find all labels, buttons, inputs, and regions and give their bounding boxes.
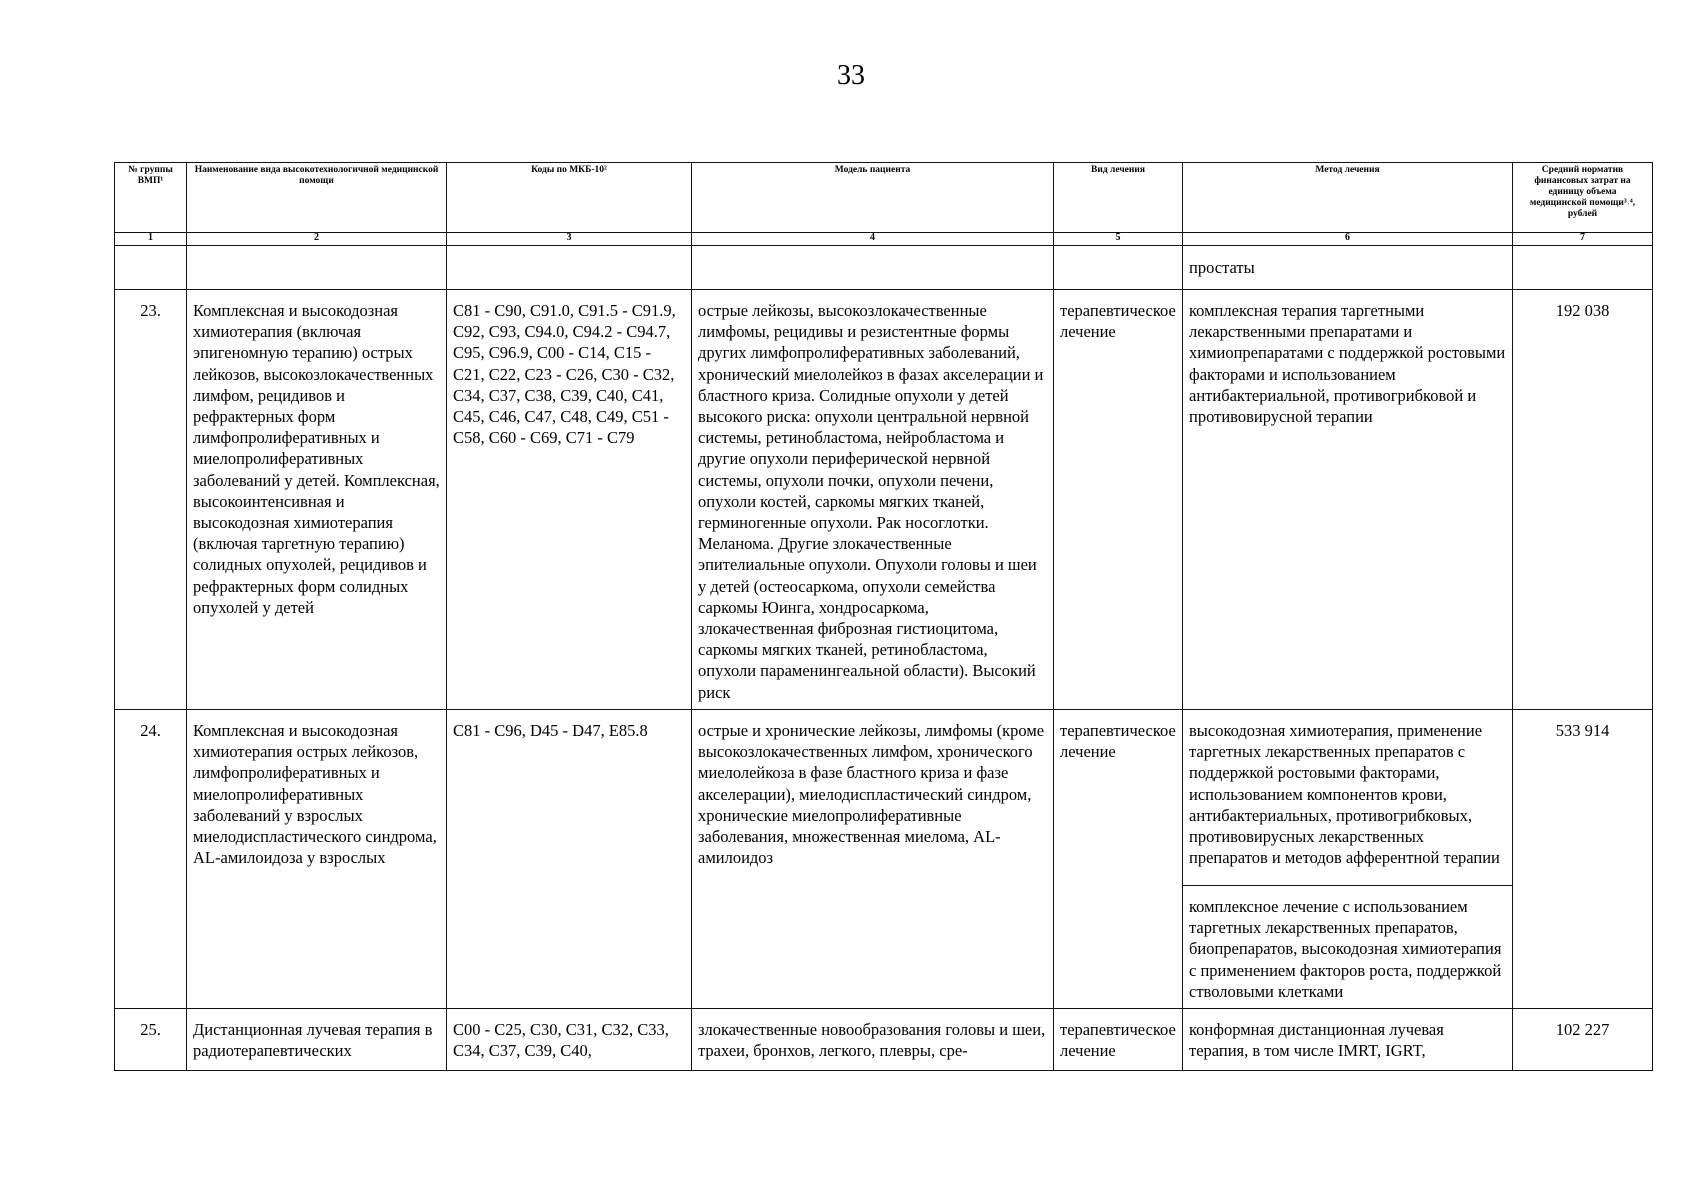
header-care-type: Наименование вида высокотехнологичной медицинской помощи (187, 163, 447, 233)
table-cell (1513, 246, 1653, 290)
patient-model: острые лейкозы, высокозлокачественные лимфомы, рецидивы и резистентные формы других лимфопролиферативных заболеваний, хронический миелолейкоз в фазах акселерации и бластного криза. Солидные опухоли у детей высокого риска: опухоли центральной нервной системы, ретинобластома, нейробластома и другие опухоли периферической нервной системы, опухоли почки, опухоли печени, опухоли костей, саркомы мягких тканей, герминогенные опухоли. Рак носоглотки. Меланома. Другие злокачественные эпителиальные опухоли. Опухоли головы и шеи у детей (остеосаркома, опухоли семейства саркомы Юинга, хондросаркома, злокачественная фиброзная гистиоцитома, саркомы мягких тканей, ретинобластома, опухоли параменингеальной области). Высокий риск (692, 290, 1054, 710)
cost-norm: 192 038 (1513, 290, 1653, 710)
icd-codes: C81 - C96, D45 - D47, E85.8 (447, 710, 692, 1009)
group-number: 23. (115, 290, 187, 710)
icd-codes: C00 - C25, C30, C31, C32, C33, C34, C37, C39, C40, (447, 1009, 692, 1071)
treatment-type: терапевтическое лечение (1054, 1009, 1183, 1071)
column-number: 2 (187, 233, 447, 246)
continuation-method: простаты (1183, 246, 1513, 290)
table-cell (115, 246, 187, 290)
treatment-method: конформная дистанционная лучевая терапия, в том числе IMRT, IGRT, (1183, 1009, 1513, 1071)
cost-norm: 533 914 (1513, 710, 1653, 1009)
table-row (115, 1009, 1653, 1071)
header-treatment-type: Вид лечения (1054, 163, 1183, 233)
group-number: 25. (115, 1009, 187, 1071)
table-cell (447, 246, 692, 290)
treatment-method-cell (1183, 710, 1513, 1009)
column-number: 5 (1054, 233, 1183, 246)
table-cell (1054, 246, 1183, 290)
care-type-name: Комплексная и высокодозная химиотерапия острых лейкозов, лимфопролиферативных и миелопролиферативных заболеваний у взрослых миелодиспластического синдрома, AL-амилоидоза у взрослых (187, 710, 447, 1009)
patient-model: злокачественные новообразования головы и шеи, трахеи, бронхов, легкого, плевры, сре- (692, 1009, 1054, 1071)
table-row (115, 710, 1653, 1009)
care-type-name: Дистанционная лучевая терапия в радиотерапевтических (187, 1009, 447, 1071)
treatment-method: высокодозная химиотерапия, применение таргетных лекарственных препаратов с поддержкой ростовыми факторами, использованием компонентов крови, антибактериальных, противогрибковых, противовирусных лекарственных препаратов и методов афферентной терапии (1183, 710, 1512, 886)
column-number: 4 (692, 233, 1054, 246)
column-number: 7 (1513, 233, 1653, 246)
column-number-row (115, 233, 1653, 246)
table-cell (692, 246, 1054, 290)
vmp-table (114, 162, 1653, 1071)
treatment-type: терапевтическое лечение (1054, 290, 1183, 710)
icd-codes: C81 - C90, C91.0, C91.5 - C91.9, C92, C93, C94.0, C94.2 - C94.7, C95, C96.9, C00 - C14, C15 - C21, C22, C23 - C26, C30 - C32, C34, C37, C38, C39, C40, C41, C45, C46, C47, C48, C49, C51 - C58, C60 - C69, C71 - C79 (447, 290, 692, 710)
table-row (115, 290, 1653, 710)
header-patient-model: Модель пациента (692, 163, 1054, 233)
header-treatment-method: Метод лечения (1183, 163, 1513, 233)
table-cell (187, 246, 447, 290)
care-type-name: Комплексная и высокодозная химиотерапия (включая эпигеномную терапию) острых лейкозов, высокозлокачественных лимфом, рецидивов и рефрактерных форм лимфопролиферативных и миелопролиферативных заболеваний у детей. Комплексная, высокоинтенсивная и высокодозная химиотерапия (включая таргетную терапию) солидных опухолей, рецидивов и рефрактерных форм солидных опухолей у детей (187, 290, 447, 710)
column-number: 1 (115, 233, 187, 246)
continuation-row (115, 246, 1653, 290)
column-number: 6 (1183, 233, 1513, 246)
header-cost-norm: Средний норматив финансовых затрат на единицу объема медицинской помощи³˒⁴, рублей (1513, 163, 1653, 233)
header-icd-codes: Коды по МКБ-10² (447, 163, 692, 233)
header-row (115, 163, 1653, 233)
column-number: 3 (447, 233, 692, 246)
page-number: 33 (837, 60, 865, 91)
cost-norm: 102 227 (1513, 1009, 1653, 1071)
treatment-type: терапевтическое лечение (1054, 710, 1183, 1009)
treatment-method: комплексное лечение с использованием таргетных лекарственных препаратов, биопрепаратов, высокодозная химиотерапия с применением факторов роста, поддержкой стволовыми клетками (1189, 897, 1502, 1001)
header-group-number: № группы ВМП¹ (115, 163, 187, 233)
group-number: 24. (115, 710, 187, 1009)
treatment-method: комплексная терапия таргетными лекарственными препаратами и химиопрепаратами с поддержкой ростовыми факторами и использованием антибактериальной, противогрибковой и противовирусной терапии (1183, 290, 1513, 710)
patient-model: острые и хронические лейкозы, лимфомы (кроме высокозлокачественных лимфом, хронического миелолейкоза в фазе бластного криза и фазе акселерации), миелодиспластический синдром, хронические миелопролиферативные заболевания, множественная миелома, AL-амилоидоз (692, 710, 1054, 1009)
